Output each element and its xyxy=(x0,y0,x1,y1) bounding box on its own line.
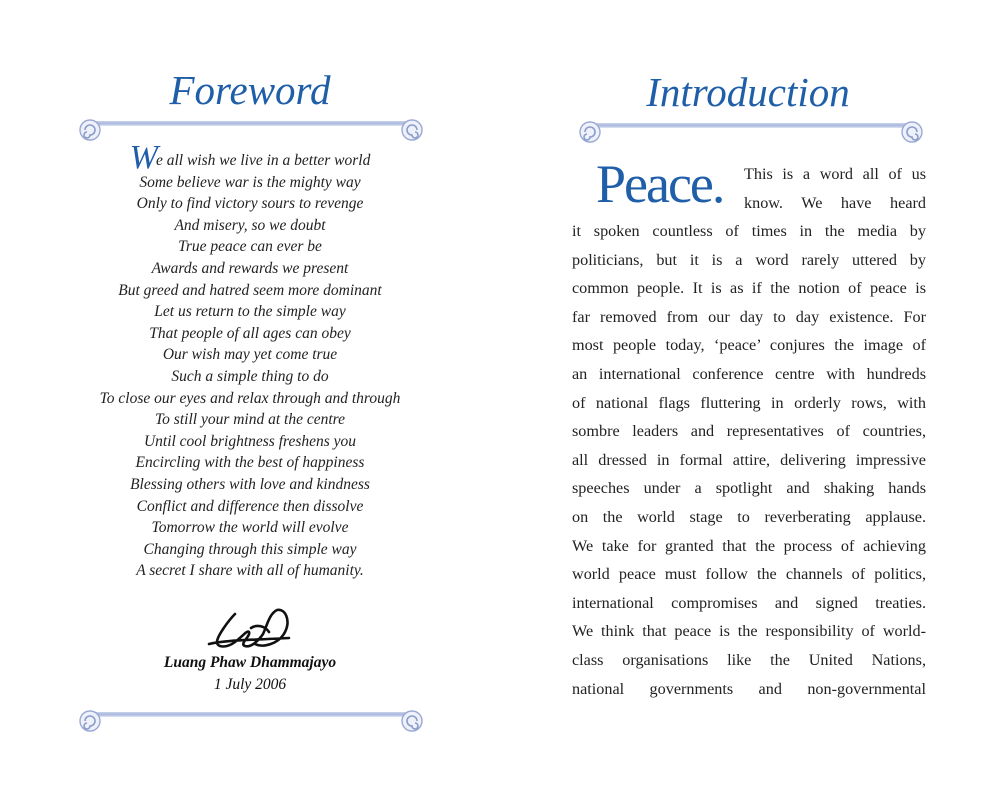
text-line: far removed from our day to day existence. For xyxy=(572,307,926,326)
author-name: Luang Phaw Dhammajayo xyxy=(163,654,337,671)
poem-line: Only to find victory sours to revenge xyxy=(136,195,364,213)
poem-line: Conflict and difference then dissolve xyxy=(136,497,364,515)
poem-line: We all wish we live in a better world xyxy=(129,139,371,176)
author-date: 1 July 2006 xyxy=(213,676,287,693)
text-line: politicians, but it is a word rarely uttered by xyxy=(572,250,926,269)
text-line: an international conference centre with hundreds xyxy=(572,364,926,383)
poem-line: True peace can ever be xyxy=(178,238,322,256)
text-line: national governments and non-governmental xyxy=(572,679,926,698)
scroll-ornament-icon xyxy=(576,117,926,147)
introduction-title: Introduction xyxy=(646,69,850,115)
poem-line: Some believe war is the mighty way xyxy=(139,173,361,191)
poem-line: Encircling with the best of happiness xyxy=(135,454,365,472)
intro-body xyxy=(572,217,926,703)
poem-line: Until cool brightness freshens you xyxy=(143,432,357,450)
scroll-ornament-icon xyxy=(76,115,426,145)
poem-line: Tomorrow the world will evolve xyxy=(151,519,349,537)
poem-line: A secret I share with all of humanity. xyxy=(136,562,364,580)
text-line: common people. It is as if the notion of peace is xyxy=(572,279,926,298)
text-line: all dressed in formal attire, delivering impressive xyxy=(572,450,926,469)
intro-first-lines xyxy=(744,160,926,217)
poem-line: Our wish may yet come true xyxy=(162,346,338,364)
poem-line: That people of all ages can obey xyxy=(149,324,351,342)
poem-line: To still your mind at the centre xyxy=(154,411,345,429)
text-line: know. We have heard xyxy=(744,193,926,212)
text-line: it spoken countless of times in the media by xyxy=(572,222,926,240)
text-line: We think that peace is the responsibility of world- xyxy=(572,622,926,641)
poem-line: But greed and hatred seem more dominant xyxy=(118,281,382,299)
poem-line: Let us return to the simple way xyxy=(154,303,346,321)
text-line: sombre leaders and representatives of countries, xyxy=(572,422,926,441)
poem-line: Awards and rewards we present xyxy=(151,259,349,277)
text-line: international compromises and signed treaties. xyxy=(572,593,926,612)
poem-line: Blessing others with love and kindness xyxy=(130,475,370,493)
poem-line: To close our eyes and relax through and through xyxy=(99,389,401,407)
introduction-page xyxy=(500,0,1000,810)
text-line: This is a word all of us xyxy=(744,165,926,183)
scroll-ornament-icon xyxy=(76,706,426,736)
poem-line: Changing through this simple way xyxy=(143,540,357,558)
text-line: most people today, ‘peace’ conjures the image of xyxy=(572,336,926,355)
text-line: We take for granted that the process of achieving xyxy=(572,536,926,555)
text-line: on the world stage to reverberating applause. xyxy=(572,507,926,526)
text-line: of national flags fluttering in orderly rows, with xyxy=(572,393,926,412)
poem-line: Such a simple thing to do xyxy=(171,367,329,385)
drop-cap: W xyxy=(129,139,158,176)
text-line: speeches under a spotlight and shaking hands xyxy=(572,479,926,498)
poem-line: And misery, so we doubt xyxy=(174,216,326,234)
foreword-title: Foreword xyxy=(169,67,331,113)
lead-word: Peace. xyxy=(596,154,724,214)
signature-icon xyxy=(205,600,295,652)
foreword-poem xyxy=(0,139,500,582)
text-line: world peace must follow the channels of politics, xyxy=(572,565,926,584)
text-line: class organisations like the United Nations, xyxy=(572,650,926,669)
